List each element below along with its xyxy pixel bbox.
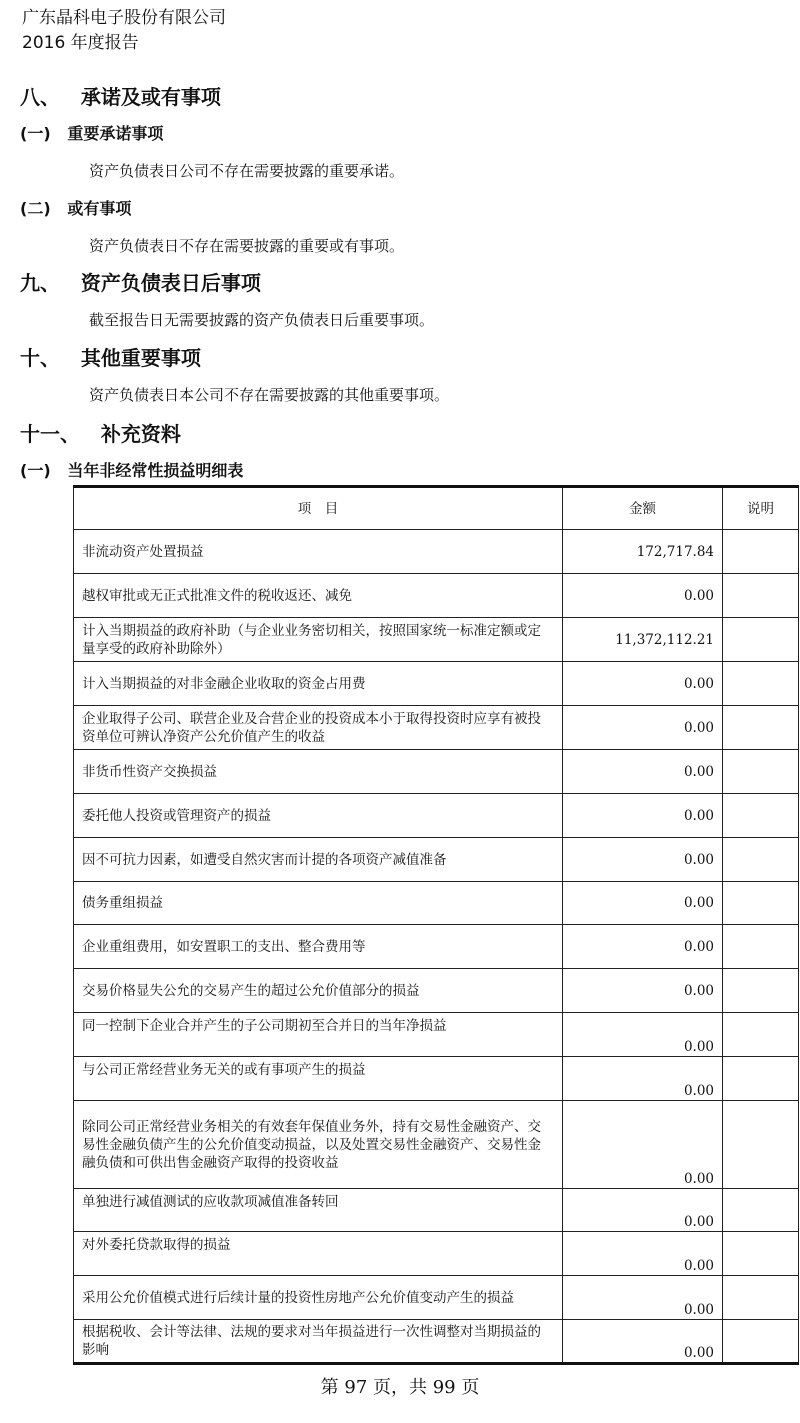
- row-amount: 0.00: [563, 750, 723, 794]
- section-8-2-text: 资产负债表日不存在需要披露的重要或有事项。: [89, 237, 405, 255]
- row-amount: 0.00: [563, 1189, 723, 1232]
- row-item: 企业重组费用，如安置职工的支出、整合费用等: [74, 925, 563, 969]
- row-amount: 0.00: [563, 662, 723, 706]
- table-row: [74, 925, 799, 969]
- section-9-heading: [20, 271, 261, 295]
- table-row: [74, 1101, 799, 1189]
- table-row: [74, 1057, 799, 1101]
- table-row: [74, 882, 799, 925]
- row-note: [723, 794, 799, 838]
- section-11-1-heading: [20, 461, 243, 481]
- row-note: [723, 1013, 799, 1057]
- row-amount: 0.00: [563, 1320, 723, 1364]
- row-amount: 0.00: [563, 838, 723, 882]
- section-10-heading: [20, 346, 201, 370]
- section-number: (二): [20, 199, 51, 218]
- row-item: 计入当期损益的政府补助（与企业业务密切相关，按照国家统一标准定额或定量享受的政府补助除外）: [74, 618, 563, 662]
- header-note: 说明: [723, 487, 799, 530]
- row-item: 企业取得子公司、联营企业及合营企业的投资成本小于取得投资时应享有被投资单位可辨认净资产公允价值产生的收益: [74, 706, 563, 750]
- row-note: [723, 574, 799, 618]
- section-title: 补充资料: [100, 422, 181, 446]
- row-note: [723, 706, 799, 750]
- row-note: [723, 1276, 799, 1320]
- table-row: [74, 750, 799, 794]
- row-item: 对外委托贷款取得的损益: [74, 1232, 563, 1276]
- row-note: [723, 882, 799, 925]
- row-amount: 0.00: [563, 1276, 723, 1320]
- section-number: 十一、: [20, 422, 80, 446]
- section-title: 当年非经常性损益明细表: [67, 461, 244, 480]
- section-9-text: 截至报告日无需要披露的资产负债表日后重要事项。: [89, 311, 435, 329]
- section-number: (一): [20, 461, 51, 480]
- row-item: 采用公允价值模式进行后续计量的投资性房地产公允价值变动产生的损益: [74, 1276, 563, 1320]
- section-number: 九、: [20, 271, 60, 295]
- row-item: 交易价格显失公允的交易产生的超过公允价值部分的损益: [74, 969, 563, 1013]
- row-note: [723, 662, 799, 706]
- table-header-row: [74, 487, 799, 530]
- row-item: 除同公司正常经营业务相关的有效套年保值业务外，持有交易性金融资产、交易性金融负债产生的公允价值变动损益，以及处置交易性金融资产、交易性金融负债和可供出售金融资产取得的投资收益: [74, 1101, 563, 1189]
- row-note: [723, 838, 799, 882]
- section-8-2-heading: [20, 199, 131, 219]
- section-title: 资产负债表日后事项: [80, 271, 261, 295]
- row-item: 根据税收、会计等法律、法规的要求对当年损益进行一次性调整对当期损益的影响: [74, 1320, 563, 1364]
- table-row: [74, 1320, 799, 1364]
- row-item: 单独进行减值测试的应收款项减值准备转回: [74, 1189, 563, 1232]
- row-item: 同一控制下企业合并产生的子公司期初至合并日的当年净损益: [74, 1013, 563, 1057]
- row-item: 与公司正常经营业务无关的或有事项产生的损益: [74, 1057, 563, 1101]
- table-row: [74, 662, 799, 706]
- section-8-1-text: 资产负债表日公司不存在需要披露的重要承诺。: [89, 162, 405, 180]
- company-name: 广东晶科电子股份有限公司: [22, 8, 226, 28]
- row-amount: 0.00: [563, 882, 723, 925]
- row-amount: 0.00: [563, 574, 723, 618]
- table-row: [74, 1013, 799, 1057]
- non-recurring-gains-table: [73, 485, 799, 1365]
- section-number: (一): [20, 124, 51, 143]
- section-8-1-heading: [20, 124, 163, 144]
- row-amount: 172,717.84: [563, 530, 723, 574]
- section-title: 或有事项: [67, 199, 132, 218]
- table-row: [74, 574, 799, 618]
- row-amount: 0.00: [563, 706, 723, 750]
- row-note: [723, 1057, 799, 1101]
- row-note: [723, 925, 799, 969]
- section-number: 八、: [20, 85, 60, 109]
- report-title: 2016 年度报告: [22, 33, 139, 53]
- row-item: 债务重组损益: [74, 882, 563, 925]
- table-row: [74, 1189, 799, 1232]
- section-8-heading: [20, 85, 221, 109]
- section-title: 承诺及或有事项: [80, 85, 221, 109]
- table-row: [74, 794, 799, 838]
- row-note: [723, 530, 799, 574]
- table-row: [74, 618, 799, 662]
- row-item: 非流动资产处置损益: [74, 530, 563, 574]
- row-note: [723, 618, 799, 662]
- row-note: [723, 750, 799, 794]
- section-title: 重要承诺事项: [67, 124, 164, 143]
- header-amount: 金额: [563, 487, 723, 530]
- row-note: [723, 1232, 799, 1276]
- section-title: 其他重要事项: [80, 346, 201, 370]
- row-note: [723, 1189, 799, 1232]
- table-row: [74, 530, 799, 574]
- row-amount: 0.00: [563, 1013, 723, 1057]
- page-number: 第 97 页，共 99 页: [320, 1377, 480, 1398]
- table-row: [74, 1276, 799, 1320]
- section-11-heading: [20, 422, 181, 446]
- row-item: 非货币性资产交换损益: [74, 750, 563, 794]
- table-row: [74, 706, 799, 750]
- row-amount: 0.00: [563, 1101, 723, 1189]
- row-amount: 0.00: [563, 1232, 723, 1276]
- row-amount: 0.00: [563, 969, 723, 1013]
- row-note: [723, 1101, 799, 1189]
- row-item: 计入当期损益的对非金融企业收取的资金占用费: [74, 662, 563, 706]
- table-row: [74, 1232, 799, 1276]
- row-amount: 0.00: [563, 925, 723, 969]
- row-amount: 0.00: [563, 794, 723, 838]
- header-item: 项 目: [74, 487, 563, 530]
- row-item: 越权审批或无正式批准文件的税收返还、减免: [74, 574, 563, 618]
- section-10-text: 资产负债表日本公司不存在需要披露的其他重要事项。: [89, 386, 450, 404]
- table-row: [74, 969, 799, 1013]
- row-note: [723, 969, 799, 1013]
- row-item: 委托他人投资或管理资产的损益: [74, 794, 563, 838]
- row-item: 因不可抗力因素，如遭受自然灾害而计提的各项资产减值准备: [74, 838, 563, 882]
- table-row: [74, 838, 799, 882]
- row-amount: 0.00: [563, 1057, 723, 1101]
- row-amount: 11,372,112.21: [563, 618, 723, 662]
- row-note: [723, 1320, 799, 1364]
- section-number: 十、: [20, 346, 60, 370]
